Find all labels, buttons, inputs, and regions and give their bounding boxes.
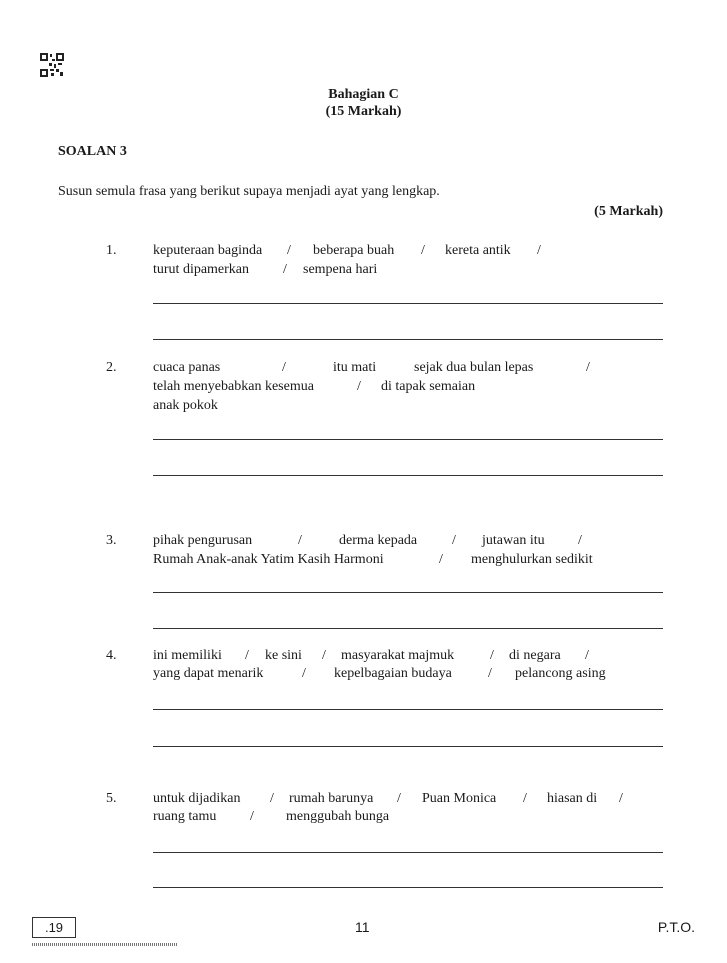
phrase: itu mati bbox=[333, 360, 377, 375]
phrase: sempena hari bbox=[303, 262, 378, 277]
phrase: rumah barunya bbox=[289, 791, 374, 806]
answer-line bbox=[153, 852, 663, 853]
answer-line bbox=[153, 339, 663, 340]
separator: / bbox=[302, 666, 306, 681]
separator: / bbox=[523, 791, 527, 806]
answer-line bbox=[153, 628, 663, 629]
phrase: pelancong asing bbox=[515, 666, 606, 681]
phrase: kepelbagaian budaya bbox=[334, 666, 452, 681]
phrase: turut dipamerkan bbox=[153, 262, 250, 277]
item-number: 2. bbox=[106, 360, 117, 375]
phrase: derma kepada bbox=[339, 533, 418, 548]
phrase: beberapa buah bbox=[313, 243, 395, 258]
item-number: 1. bbox=[106, 243, 117, 258]
phrase: keputeraan baginda bbox=[153, 243, 263, 258]
phrase: telah menyebabkan kesemua bbox=[153, 379, 314, 394]
phrase: menggubah bunga bbox=[286, 809, 390, 824]
phrase: pihak pengurusan bbox=[153, 533, 253, 548]
separator: / bbox=[270, 791, 274, 806]
separator: / bbox=[357, 379, 361, 394]
separator: / bbox=[490, 648, 494, 663]
phrase: menghulurkan sedikit bbox=[471, 552, 593, 567]
answer-line bbox=[153, 887, 663, 888]
item-number: 3. bbox=[106, 533, 117, 548]
phrase: jutawan itu bbox=[482, 533, 545, 548]
separator: / bbox=[488, 666, 492, 681]
separator: / bbox=[452, 533, 456, 548]
answer-line bbox=[153, 475, 663, 476]
item-number: 5. bbox=[106, 791, 117, 806]
separator: / bbox=[586, 360, 590, 375]
paper-code-box: .19 bbox=[32, 917, 76, 938]
separator: / bbox=[537, 243, 541, 258]
section-title: Bahagian C bbox=[328, 87, 399, 102]
separator: / bbox=[287, 243, 291, 258]
phrase: kereta antik bbox=[445, 243, 511, 258]
separator: / bbox=[439, 552, 443, 567]
answer-line bbox=[153, 592, 663, 593]
separator: / bbox=[283, 262, 287, 277]
page-number: 11 bbox=[355, 919, 370, 935]
answer-line bbox=[153, 746, 663, 747]
phrase: di negara bbox=[509, 648, 561, 663]
separator: / bbox=[245, 648, 249, 663]
phrase: Rumah Anak-anak Yatim Kasih Harmoni bbox=[153, 552, 384, 567]
barcode-strip bbox=[32, 943, 177, 946]
separator: / bbox=[282, 360, 286, 375]
section-marks: (15 Markah) bbox=[325, 104, 402, 119]
pto-label: P.T.O. bbox=[657, 919, 695, 935]
qr-code-icon bbox=[40, 53, 64, 77]
phrase: Puan Monica bbox=[422, 791, 497, 806]
phrase: ruang tamu bbox=[153, 809, 217, 824]
phrase: anak pokok bbox=[153, 398, 218, 413]
separator: / bbox=[578, 533, 582, 548]
section-header bbox=[0, 86, 727, 120]
phrase: cuaca panas bbox=[153, 360, 221, 375]
separator: / bbox=[298, 533, 302, 548]
separator: / bbox=[250, 809, 254, 824]
question-marks: (5 Markah) bbox=[594, 204, 663, 219]
phrase: ke sini bbox=[265, 648, 302, 663]
phrase: ini memiliki bbox=[153, 648, 222, 663]
instruction-text: Susun semula frasa yang berikut supaya menjadi ayat yang lengkap. bbox=[58, 184, 440, 199]
answer-line bbox=[153, 303, 663, 304]
question-title: SOALAN 3 bbox=[58, 144, 127, 159]
phrase: hiasan di bbox=[547, 791, 598, 806]
phrase: untuk dijadikan bbox=[153, 791, 241, 806]
phrase: di tapak semaian bbox=[381, 379, 476, 394]
item-number: 4. bbox=[106, 648, 117, 663]
separator: / bbox=[421, 243, 425, 258]
answer-line bbox=[153, 709, 663, 710]
phrase: sejak dua bulan lepas bbox=[414, 360, 534, 375]
phrase: masyarakat majmuk bbox=[341, 648, 455, 663]
separator: / bbox=[397, 791, 401, 806]
separator: / bbox=[619, 791, 623, 806]
separator: / bbox=[322, 648, 326, 663]
answer-line bbox=[153, 439, 663, 440]
separator: / bbox=[585, 648, 589, 663]
phrase: yang dapat menarik bbox=[153, 666, 264, 681]
